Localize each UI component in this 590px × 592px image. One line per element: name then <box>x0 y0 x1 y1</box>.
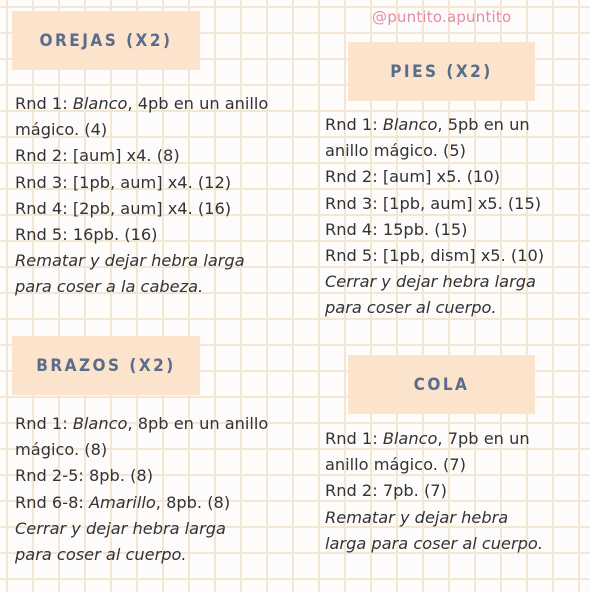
cola-title-box <box>348 355 535 414</box>
instruction-line: Rnd 1: Blanco, 5pb en un <box>325 115 530 134</box>
instruction-line: anillo mágico. (5) <box>325 141 466 161</box>
instruction-line: Rnd 1: Blanco, 4pb en un anillo <box>15 94 269 113</box>
brazos-title: BRAZOS (X2) <box>36 355 176 376</box>
orejas-title: OREJAS (X2) <box>39 30 173 51</box>
instruction-line: Rnd 5: [1pb, dism] x5. (10) <box>325 246 545 266</box>
instruction-line: Rnd 2: [aum] x4. (8) <box>15 146 180 166</box>
pies-instructions <box>325 112 544 322</box>
color-name: Blanco <box>382 115 438 134</box>
finishing-note: para coser al cuerpo. <box>325 298 497 318</box>
finishing-note: para coser a la cabeza. <box>15 277 204 297</box>
finishing-note: Rematar y dejar hebra <box>325 507 509 527</box>
instruction-line: Rnd 2-5: 8pb. (8) <box>15 466 154 486</box>
instruction-line: anillo mágico. (7) <box>325 455 466 475</box>
finishing-note: Cerrar y dejar hebra larga <box>325 272 536 292</box>
instruction-line: Rnd 4: [2pb, aum] x4. (16) <box>15 198 232 218</box>
brazos-title-box <box>12 336 200 395</box>
pies-title-box <box>348 42 535 101</box>
instruction-line: Rnd 2: 7pb. (7) <box>325 481 447 501</box>
color-name: Blanco <box>72 94 128 113</box>
cola-title: COLA <box>413 374 470 395</box>
cola-instructions <box>325 426 543 557</box>
finishing-note: para coser al cuerpo. <box>15 545 187 565</box>
instagram-handle: @puntito.apuntito <box>372 8 512 26</box>
color-name: Blanco <box>72 414 128 433</box>
orejas-title-box <box>12 11 200 70</box>
instruction-line: Rnd 2: [aum] x5. (10) <box>325 167 500 187</box>
instruction-line: Rnd 1: Blanco, 7pb en un <box>325 429 530 448</box>
instruction-line: Rnd 1: Blanco, 8pb en un anillo <box>15 414 269 433</box>
finishing-note: Cerrar y dejar hebra larga <box>15 518 226 538</box>
instruction-line: Rnd 6-8: Amarillo, 8pb. (8) <box>15 492 231 512</box>
color-name: Amarillo <box>88 492 156 512</box>
orejas-instructions <box>15 91 268 301</box>
instruction-line: Rnd 5: 16pb. (16) <box>15 225 158 245</box>
color-name: Blanco <box>382 429 438 448</box>
instruction-line: Rnd 4: 15pb. (15) <box>325 219 468 239</box>
pies-title: PIES (X2) <box>390 61 493 82</box>
finishing-note: larga para coser al cuerpo. <box>325 533 543 553</box>
instruction-line: Rnd 3: [1pb, aum] x5. (15) <box>325 193 542 213</box>
finishing-note: Rematar y dejar hebra larga <box>15 251 245 271</box>
brazos-instructions <box>15 411 268 568</box>
instruction-line: mágico. (8) <box>15 440 108 460</box>
instruction-line: Rnd 3: [1pb, aum] x4. (12) <box>15 172 232 192</box>
instruction-line: mágico. (4) <box>15 120 108 140</box>
